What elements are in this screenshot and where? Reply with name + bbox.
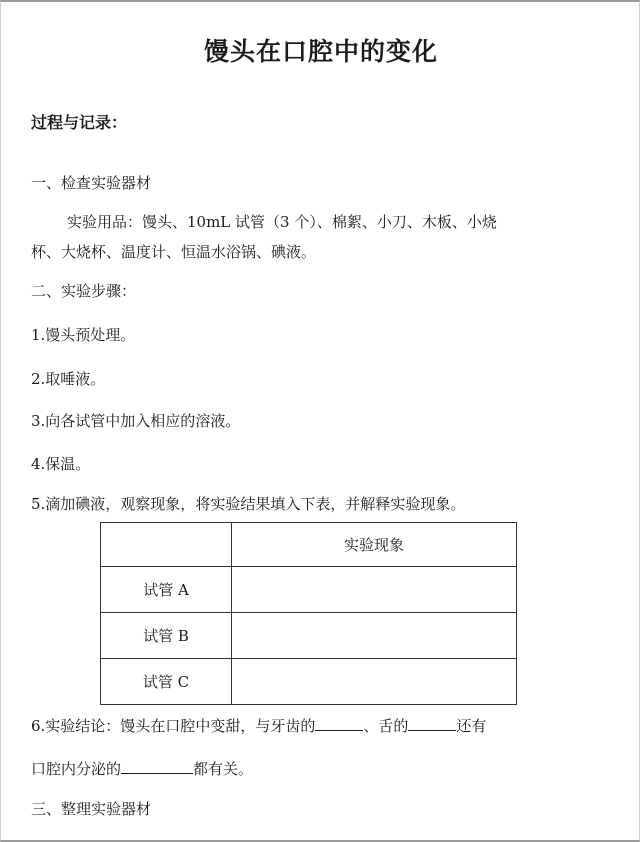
blank-secretion bbox=[121, 759, 193, 774]
step-1: 1.馒头预处理。 bbox=[31, 326, 136, 344]
step-4: 4.保温。 bbox=[31, 455, 91, 473]
table-header-row bbox=[101, 523, 517, 567]
section-2-heading: 二、实验步骤： bbox=[31, 282, 137, 300]
step-2: 2.取唾液。 bbox=[31, 370, 106, 388]
tube-b-label: 试管 B bbox=[101, 613, 232, 659]
table-row bbox=[101, 567, 517, 613]
table-header-phenomenon: 实验现象 bbox=[232, 523, 517, 567]
materials-line-2: 杯、大烧杯、温度计、恒温水浴锅、碘液。 bbox=[31, 243, 317, 261]
page-title: 馒头在口腔中的变化 bbox=[203, 37, 438, 66]
conclusion-text-4: 口腔内分泌的 bbox=[31, 760, 122, 778]
tube-c-result-cell bbox=[232, 659, 517, 705]
conclusion-text-2: 、舌的 bbox=[363, 717, 409, 735]
table-header-blank bbox=[101, 523, 232, 567]
tube-a-label: 试管 A bbox=[101, 567, 232, 613]
blank-teeth bbox=[315, 716, 363, 731]
materials-line-1: 实验用品：馒头、10mL 试管（3 个）、棉絮、小刀、木板、小烧 bbox=[67, 213, 497, 231]
conclusion-line-2 bbox=[31, 758, 253, 779]
section-3-heading: 三、整理实验器材 bbox=[31, 800, 152, 818]
table-row bbox=[101, 659, 517, 705]
results-table bbox=[100, 522, 517, 705]
tube-b-result-cell bbox=[232, 613, 517, 659]
conclusion-text-5: 都有关。 bbox=[193, 760, 254, 778]
conclusion-line-1 bbox=[31, 715, 486, 736]
tube-c-label: 试管 C bbox=[101, 659, 232, 705]
process-record-heading: 过程与记录： bbox=[31, 113, 128, 132]
blank-tongue bbox=[408, 716, 456, 731]
table-row bbox=[101, 613, 517, 659]
conclusion-text-1: 6.实验结论：馒头在口腔中变甜，与牙齿的 bbox=[31, 717, 316, 735]
step-3: 3.向各试管中加入相应的溶液。 bbox=[31, 412, 241, 430]
tube-a-result-cell bbox=[232, 567, 517, 613]
conclusion-text-3: 还有 bbox=[456, 717, 487, 735]
step-5: 5.滴加碘液，观察现象，将实验结果填入下表，并解释实验现象。 bbox=[31, 495, 466, 513]
section-1-heading: 一、检查实验器材 bbox=[31, 174, 152, 192]
